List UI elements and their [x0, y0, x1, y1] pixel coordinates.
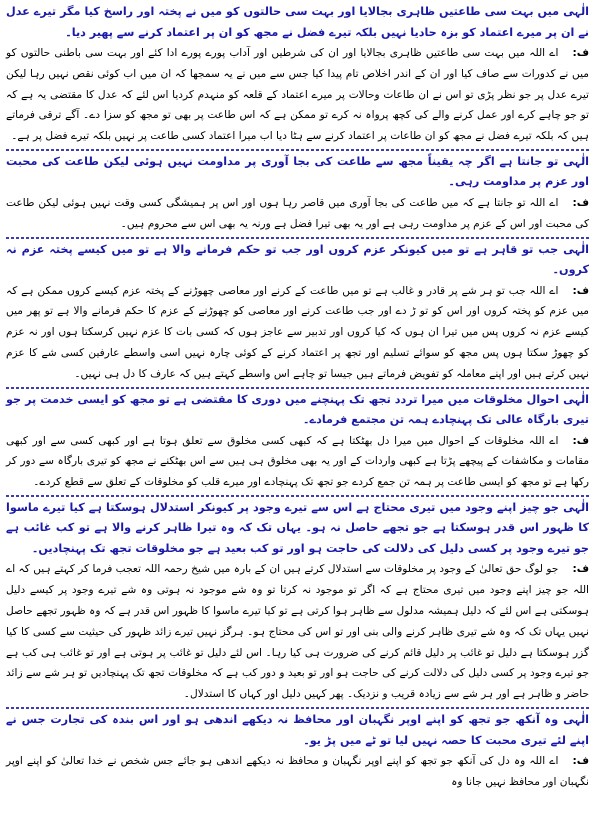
fa-marker: ف:	[572, 196, 589, 209]
section-body	[6, 193, 589, 235]
section-body	[6, 559, 589, 705]
body-text: اے اللہ جب تو ہر شے پر قادر و غالب ہے تو میں طاعت کے کرنے اور معاصی چھوڑنے کے پختہ عزم کیسے کروں ممکن ہے کہ میں عزم کو پختہ کروں اور اس کو تو ڑ دے اور جب طاعت کرنے اور معاصی کو چھوڑنے کے عزم کا حکم فرمانے والا ہے تو پھر میں کیسے عزم نہ کروں پس میں تیرا ان ہوں کہ کیا کروں اور تدبیر سے عاجز ہوں کہ کسی بات کا عزم نہیں کرسکتا ہوں اور نہ عزم کو چھوڑ سکتا ہوں پس مجھ کو سوائے تسلیم اور تجھ پر اعتماد کرنے کے کوئی چارہ نہیں اسی واسطے عارفین کسی شے کا عزم نہیں کرتے ہیں اور اپنے معاملہ کو تفویض فرماتے ہیں جیسا تو چاہے اس واسطے کہتے ہیں کہ عارف کا دل ہی نہیں۔	[6, 284, 589, 380]
section-heading	[6, 237, 589, 281]
section-heading	[6, 495, 589, 560]
heading-divider	[6, 707, 589, 709]
section	[6, 237, 589, 385]
section-heading	[6, 149, 589, 193]
body-text: اے اللہ مخلوقات کے احوال میں میرا دل بھٹکتا ہے کہ کبھی کسی مخلوق سے تعلق ہوتا ہے اور کبھی کسی سے اور کبھی مقامات و مکاشفات کے پیچھے پڑتا ہے کبھی واردات کے اور یہ بھی مخلوق ہی ہیں سے اس بھٹکنے نے مجھ کو تیری بارگاہ سے دور کر رکھا ہے تو مجھ کو ایسی طاعت پر ہمہ تن جمع کردے جو تجھ تک پہنچادے اور میرے قلب کو مخلوقات کے تعلق سے قطع کردے۔	[6, 434, 589, 489]
section	[6, 2, 589, 147]
fa-marker: ف:	[572, 284, 589, 297]
heading-text: الٰہی جب تو قاہر ہے تو میں کیونکر عزم کروں اور جب تو حکم فرمانے والا ہے تو میں کیسے پختہ عزم نہ کروں۔	[6, 242, 589, 277]
heading-divider	[6, 237, 589, 239]
heading-text: الٰہی میں بہت سی طاعتیں ظاہری بجالایا اور بہت سی حالتوں کو میں نے پختہ اور راسخ کیا مگر تیرے عدل نے ان پر میرے اعتماد کو بزہ حادیا نہیں بلکہ تیرے فضل نے مجھ کو ان پر اعتماد کرنے سے پھیر دیا۔	[6, 5, 589, 39]
heading-divider	[6, 387, 589, 389]
section-heading	[6, 707, 589, 751]
section-body	[6, 431, 589, 493]
body-text: اے اللہ وہ دل کی آنکھ جو تجھ کو اپنے اوپر نگہبان و محافظ نہ دیکھے اندھی ہو جائے جس شخص نے خدا تعالیٰ کو اپنے اوپر نگہبان اور محافظ نہیں جانا وہ	[6, 755, 589, 788]
heading-text: الٰہی احوال مخلوقات میں میرا تردد تجھ تک پہنچنے میں دوری کا مقتضی ہے تو مجھ کو ایسی خدمت پر جو تیری بارگاہ عالی تک پہنچادے ہمہ تن مجتمع فرمادے۔	[6, 392, 589, 427]
section	[6, 495, 589, 705]
section-heading	[6, 387, 589, 431]
fa-marker: ف:	[572, 434, 589, 447]
fa-marker: ف:	[572, 563, 589, 576]
section	[6, 387, 589, 493]
heading-text: الٰہی جو چیز اپنے وجود میں تیری محتاج ہے اس سے تیرے وجود پر کیونکر استدلال ہوسکتا ہے کیا تیرے ماسوا کا ظہور اس قدر ہوسکتا ہے جو تجھے حاصل نہ ہو۔ یہاں تک کہ وہ تیرا ظاہر کرنے والا ہے تو کب غائب ہے جو تیرے وجود پر کسی دلیل کی دلالت کی حاجت ہو اور تو کب بعید ہے جو مخلوقات تجھ تک پہنچادیں۔	[6, 500, 589, 555]
heading-divider	[6, 495, 589, 497]
heading-text: الٰہی تو جانتا ہے اگر چہ یقیناً مجھ سے طاعت کی بجا آوری پر مداومت نہیں ہوئی لیکن طاعت کی محبت اور عزم پر مداومت رہی۔	[6, 154, 589, 189]
body-text: اے اللہ تو جانتا ہے کہ میں طاعت کی بجا آوری میں قاصر رہا ہوں اور اس پر ہمیشگی کسی وقت نہیں ہوئی لیکن طاعت کی محبت اور اس کے عزم پر مداومت رہی ہے اور یہ بھی تیرا فضل ہے ورنہ یہ بھی اس سے محروم ہیں۔	[6, 196, 589, 230]
section-body	[6, 281, 589, 385]
section	[6, 149, 589, 235]
section-heading	[6, 2, 589, 43]
heading-text: الٰہی وہ آنکھ جو تجھ کو اپنے اوپر نگہبان اور محافظ نہ دیکھے اندھی ہو اور اس بندہ کی تجارت جس نے اپنے لئے تیری محبت کا حصہ نہیں لیا تو ٹے میں پڑ یو۔	[6, 713, 589, 747]
section	[6, 707, 589, 793]
fa-marker: ف:	[572, 755, 589, 768]
body-text: جو لوگ حق تعالیٰ کے وجود پر مخلوقات سے استدلال کرتے ہیں ان کے بارہ میں شیخ رحمہ اللہ تعجب فرما کر کہتے ہیں کہ اے اللہ جو چیز اپنے وجود میں تیری محتاج ہے کہ اگر تو موجود نہ کرتا تو وہ شے موجود نہ ہوتی وہ شے تیرے وجود پر کیسے دلیل ہوسکتی ہے اس لئے کہ دلیل ہمیشہ مدلول سے ظاہر ہوا کرتی ہے تو کیا تیرے ماسوا کا ظہور اس قدر ہے کہ وہ ظہور تجھے حاصل نہیں یہاں تک کہ وہ شے تیری ظاہر کرنے والی بنی اور تو اس کی محتاج ہو۔ ہرگز نہیں تیرے زائد ظہور کی حیثیت سے کسی کا کیا گزر ہوسکتا ہے دلیل تو غائب پر دلیل قائم کرنے کی ضرورت ہی کیا رہا۔ اس لئے دلیل تو غائب پر ہوتی ہے اور تو غائب ہی کب ہے جو تیرے وجود پر کسی دلیل کی دلالت کرنے کی حاجت ہو اور تو بعید و دور کب ہے کہ مخلوقات تجھ تک پہنچادیں تو ہر شے سے زائد حاضر و ظاہر ہے اور ہر شے سے زیادہ قریب و نزدیک۔ پھر کہیں دلیل اور کہاں کا استدلال۔	[6, 563, 589, 701]
heading-divider	[6, 149, 589, 151]
fa-marker: ف:	[572, 47, 589, 59]
section-body	[6, 751, 589, 793]
section-body	[6, 43, 589, 147]
body-text: اے اللہ میں بہت سی طاعتیں ظاہری بجالایا اور ان کی شرطیں اور آداب پورے پورے ادا کئے اور بہت سی باطنی حالتوں کو میں نے کدورات سے صاف کیا اور ان کے اندر اخلاص تام پیدا کیا جس سے میں نے یہ سمجھا کہ ان میں اب کوئی نقص نہیں رہا لیکن تیرے عدل پر جو نظر پڑی تو اس نے ان طاعات وحالات پر میرے اعتماد کے قلعہ کو منہدم کردیا اس لئے کہ عدل کا مقتضی یہ ہے کہ تو جو چاہے کرے اور عمل کرنے والے کی کچھ پرواہ نہ کرے تو ممکن ہے کہ اس طاعت پر بھی تو مجھ کو سزا دے۔ آگے ترقی فرماتے ہیں کہ بلکہ تیرے فضل نے مجھ کو ان طاعات پر اعتماد کرنے سے ہٹا دیا اب میرا اعتماد کسی طاعت پر نہیں بلکہ تیرے فضل پر ہے۔	[6, 47, 589, 143]
